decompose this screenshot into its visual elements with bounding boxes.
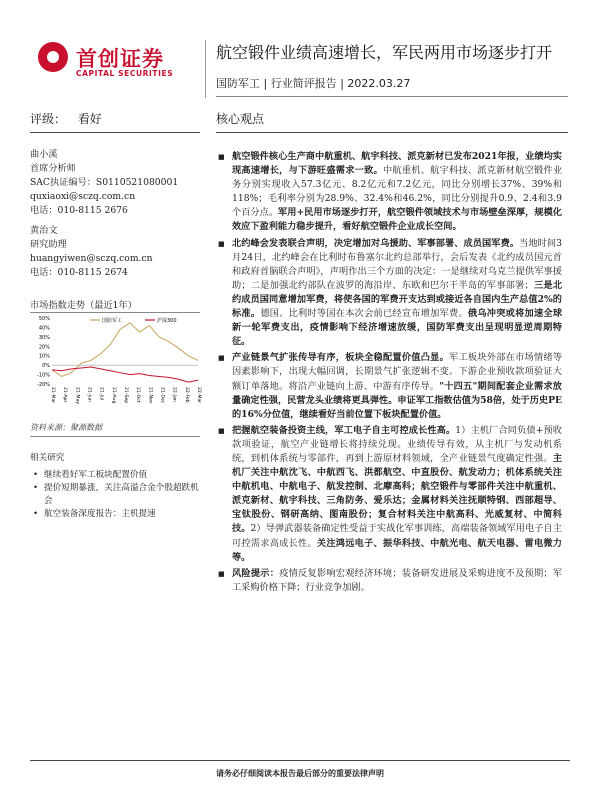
company-logo-cn: 首创证券 [76,47,164,71]
x-tick-label: 21-Jun [86,387,92,402]
bullet-text: 疫情反复影响宏观经济环境；装备研发进展及采购进度不及预期；军工采购价格下降；行业竞争加剧。 [232,567,563,593]
x-tick-label: 22-Mar [196,387,201,404]
footer-disclaimer: 请务必仔细阅读本报告最后部分的重要法律声明 [216,768,384,778]
analyst-role: 首席分析师 [30,163,76,174]
x-tick-label: 21-Nov [147,387,153,404]
legend-label: 国防军工 [102,318,123,324]
bullet-bold: 军用+民用市场逐步打开，航空锻件领域技术与市场壁垒深厚，规模化效应下盈利能力稳步提升，看好航空锻件企业成长空间。 [232,207,562,233]
assistant-email[interactable]: huangyiwen@sczq.com.cn [30,253,153,264]
analyst-name: 曲小溪 [30,149,58,160]
x-tick-label: 21-Dec [159,387,165,404]
chart-rule [30,312,200,313]
bullet-bold: 把握航空装备投资主线，军工电子自主可控成长性高。 [232,424,456,436]
index-chart [30,314,202,414]
y-tick-label: 10% [38,353,50,360]
related-research [30,452,200,522]
chart-source: 资料来源：聚源数据 [30,423,102,432]
bullet-bold: 俄乌冲突或将加速全球新一轮军费支出，疫情影响下经济增速放缓，国防军费支出呈现明显逆周期特征。 [232,308,563,348]
y-tick-label: 30% [38,334,50,341]
chart-bottom-rule [30,436,200,437]
footer-rule [30,760,570,761]
y-tick-label: -10% [37,372,50,379]
bullet-item [218,424,562,565]
series-line [52,367,198,382]
header-rule [216,96,568,97]
analyst-sac: SAC执证编号：S0110521080001 [30,177,179,188]
y-tick-label: 20% [38,344,50,351]
header-divider [205,40,206,98]
related-item[interactable]: • 提价短期暴涨，关注高溢合金个股超跌机会 [30,482,200,507]
bullet-bold: 风险提示： [232,567,280,579]
report-title: 航空锻件业绩高速增长，军民两用市场逐步打开 [216,43,553,62]
x-tick-label: 21-Mar [50,387,55,404]
analyst-phone: 电话：010-8115 2676 [30,205,128,216]
analyst-block [30,148,178,218]
x-tick-label: 21-May [74,387,80,405]
y-tick-label: 40% [38,325,50,332]
core-title: 核心观点 [216,112,265,126]
bullet-item [218,567,562,595]
related-item[interactable]: • 航空装备深度报告：主机提速 [30,508,200,521]
x-tick-label: 21-Apr [62,387,68,403]
bullet-text: 当地时间3月24日，北约峰会在比利时布鲁塞尔北约总部举行，会后发表《北约成员国元首和政府首脑联合声明》，声明作出三个方面的决定：一是继续对乌克兰提供军事援助；二是加强北约部队在波罗的海沿岸、东欧和巴尔干半岛的军事部署； [232,237,562,291]
related-item[interactable]: • 继续看好军工板块配置价值 [30,469,200,482]
assistant-block [30,224,153,280]
analyst-email[interactable]: quxiaoxi@sczq.com.cn [30,191,136,202]
company-logo-mark [38,42,68,72]
x-tick-label: 21-Jul [98,387,104,401]
right-rule [216,132,568,133]
bullet-text: 军工板块外部在市场情绪等因素影响下，出现大幅回调，长期景气扩张逻辑不变。下游企业预收款项验证大额订单落地。将沿产业链向上游、中游有序传导。 [232,352,563,392]
y-tick-label: -20% [37,382,50,388]
bullet-bold: 产业链景气扩张传导有序，板块全稳配置价值凸显。 [232,352,450,364]
legend-label: 沪深300 [157,318,177,324]
bullet-bold: 北约峰会发表联合声明，决定增加对乌援助、军事部署、成员国军费。 [232,237,520,249]
bullet-bold: 主机厂关注中航沈飞、中航西飞、洪都航空、中直股份、航发动力；机体系统关注中航机电、中航电子、航发控制、北摩高科；航空锻件与零部件关注中航重机、派克新材、航宇科技、三角防务、爱乐达；金属材料关注抚顺特钢、西部超导、宝钛股份、钢研高纳、图南股份；复合材料关注中航高科、光威复材、中简科技。 [232,452,562,535]
left-rule [30,132,200,133]
bullet-bold: "十四五"期间配套企业需求放量确定性强，民营龙头业绩将更具弹性。申证军工指数估值为58倍，处于历史PE的16%分位值，继续看好当前位置下板块配置价值。 [232,380,562,420]
x-tick-label: 21-Sep [123,387,128,404]
bullet-item [218,351,562,421]
bullet-bold: 关注鸿远电子、振华科技、中航光电、航天电器、雷电微力等。 [232,537,562,563]
assistant-phone: 电话：010-8115 2674 [30,267,128,278]
company-logo-en: CAPITAL SECURITIES [76,69,174,78]
bullet-bold: 航空锻件核心生产商中航重机、航宇科技、派克新材已发布2021年报，业绩均实现高速增长，与下游旺盛需求一致。 [232,151,562,177]
rating-value: 看好 [77,112,102,126]
bullet-text: 德国、比利时等国在本次会前已经宣布增加军费。 [260,308,468,320]
related-title: 相关研究 [30,453,65,463]
rating [30,110,102,127]
x-tick-label: 21-Aug [110,387,116,404]
bullet-text: 中航重机、航宇科技、派克新材航空锻件业务分别实现收入57.3亿元、8.2亿元和7.2亿元，同比分别增长37%、39%和118%；毛利率分别为28.9%、32.4%和46.2%，同比分别提升0.9、2.4和3.9个百分点。 [232,165,563,219]
y-tick-label: 0% [42,363,50,370]
chart-title: 市场指数走势（最近1年） [30,300,137,311]
bullet-text: 1）主机厂合同负债+预收款项验证，航空产业链增长将持续兑现。业绩传导有效，从主机厂与发动机系统，到机体系统与零部件，再到上游原材料领域，全产业链景气度确定性强。 [232,424,562,464]
rating-label: 评级： [30,112,67,126]
core-points [218,150,562,597]
x-tick-label: 22-Feb [183,387,189,403]
assistant-role: 研究助理 [30,239,67,250]
y-tick-label: 50% [38,316,50,322]
bullet-item [218,150,562,235]
x-tick-label: 22-Jan [171,387,177,402]
assistant-name: 黄治文 [30,225,58,236]
report-meta: 国防军工 | 行业简评报告 | 2022.03.27 [216,77,411,90]
x-tick-label: 21-Oct [135,387,141,403]
bullet-item [218,237,562,350]
bullet-bold: 三是北约成员国同意增加军费，将使各国的军费开支达到或接近各自国内生产总值2%的标准。 [232,279,563,320]
bullet-text: 2）导弹武器装备确定性受益于实战化军事训练，高端装备领域军用电子自主可控需求高成长性。 [232,523,562,549]
